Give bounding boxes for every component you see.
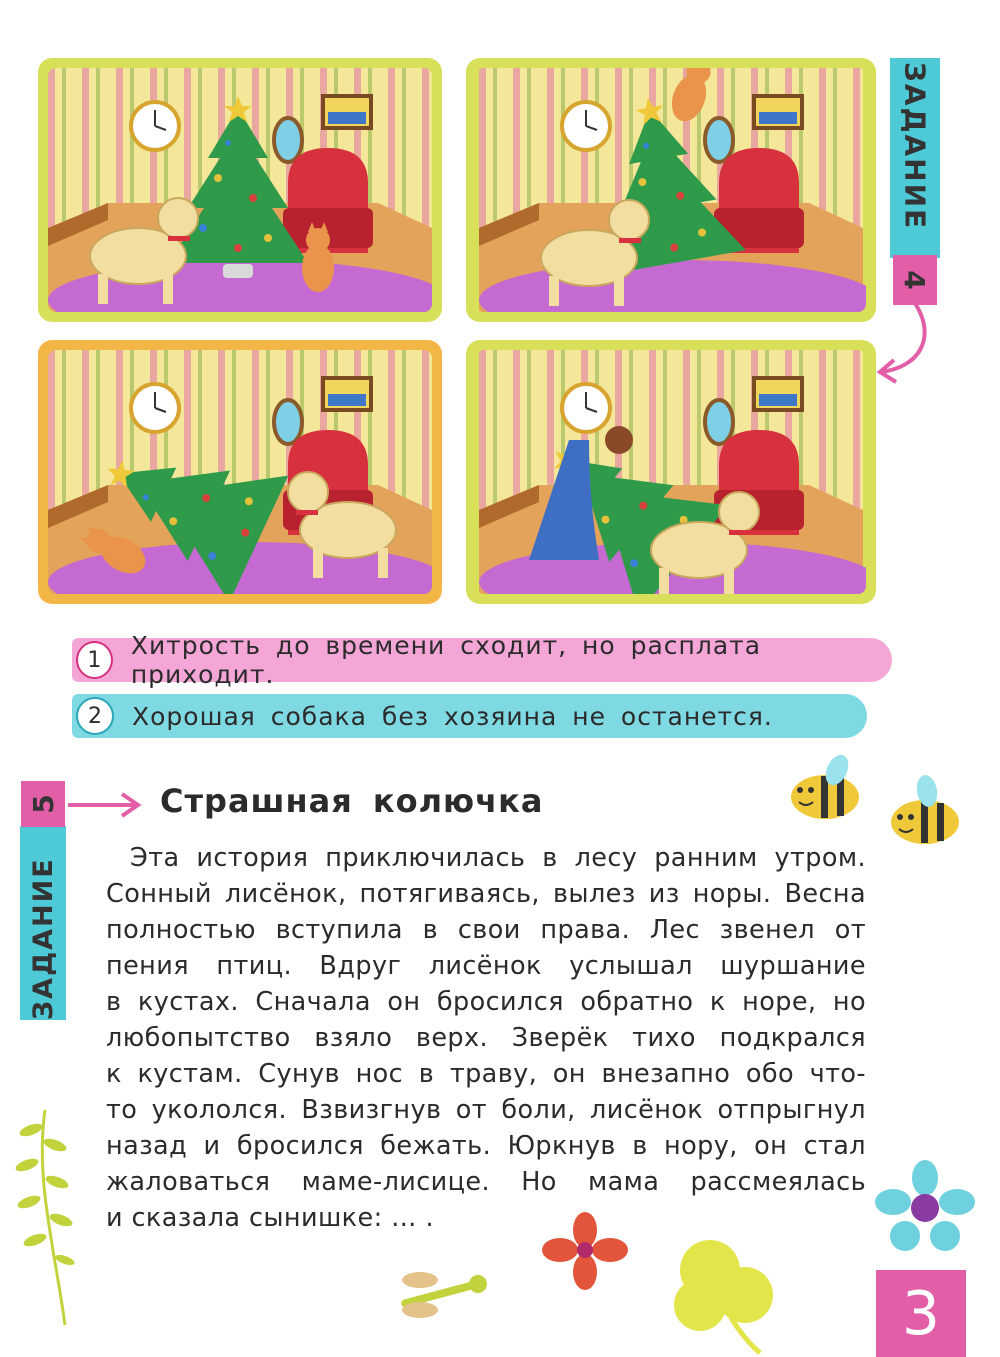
story-line: к кустам. Сунув нос в траву, он внезапно обо что- bbox=[106, 1059, 866, 1089]
story-line: Сонный лисёнок, потягиваясь, вылез из норы. Весна bbox=[106, 879, 866, 909]
proverb-1-number: 1 bbox=[76, 641, 113, 679]
arrow-to-title-icon bbox=[66, 790, 146, 820]
bees-icon bbox=[775, 752, 975, 847]
task-4-label: ЗАДАНИЕ bbox=[898, 62, 932, 231]
proverb-2-number: 2 bbox=[76, 697, 114, 735]
illustration-panel-1 bbox=[38, 58, 442, 322]
story-title: Страшная колючка bbox=[160, 782, 544, 820]
story-line: пения птиц. Вдруг лисёнок услышал шуршание bbox=[106, 951, 866, 981]
task-4-tab bbox=[890, 58, 940, 302]
dragonfly-icon bbox=[380, 1250, 500, 1340]
story-line: жаловаться маме-лисице. Но мама рассмеялась bbox=[106, 1167, 866, 1197]
page-number: 3 bbox=[876, 1270, 966, 1357]
proverb-1-text: Хитрость до времени сходит, но расплата приходит. bbox=[130, 631, 762, 689]
task-5-number: 5 bbox=[21, 781, 65, 827]
proverb-2-text: Хорошая собака без хозяина не останется. bbox=[132, 701, 773, 731]
task-5-tab bbox=[20, 782, 66, 1020]
christmas-tree-scene-4 bbox=[476, 350, 866, 594]
proverb-2[interactable] bbox=[72, 694, 867, 738]
story-line: полностью вступила в свои права. Лес звенел от bbox=[106, 915, 866, 945]
fern-icon bbox=[5, 1100, 75, 1330]
blue-flower-icon bbox=[875, 1160, 975, 1255]
arrow-to-panels-icon bbox=[872, 300, 942, 390]
story-line: назад и бросился бежать. Юркнув в нору, он стал bbox=[106, 1131, 866, 1161]
christmas-tree-scene-1 bbox=[48, 68, 432, 312]
illustration-panel-4 bbox=[466, 340, 876, 604]
christmas-tree-scene-2 bbox=[476, 68, 866, 312]
story-line: любопытство взяло верх. Зверёк тихо подкрался bbox=[106, 1023, 866, 1053]
red-flower-icon bbox=[540, 1212, 630, 1292]
story-line: Эта история приключилась в лесу ранним утром. bbox=[130, 843, 866, 873]
task-5-label: ЗАДАНИЕ bbox=[27, 857, 59, 1020]
story-line: то укололся. Взвизгнув от боли, лисёнок отпрыгнул bbox=[106, 1095, 866, 1125]
task-4-number: 4 bbox=[893, 255, 937, 305]
proverb-1[interactable] bbox=[72, 631, 892, 689]
story-line: и сказала сынишке: … . bbox=[106, 1203, 434, 1233]
story-line: в кустах. Сначала он бросился обратно к норе, но bbox=[106, 987, 866, 1017]
illustration-panel-3 bbox=[38, 340, 442, 604]
clover-leaf-icon bbox=[660, 1225, 780, 1355]
christmas-tree-scene-3 bbox=[48, 350, 432, 594]
illustration-panel-2 bbox=[466, 58, 876, 322]
story-text bbox=[106, 840, 866, 1236]
